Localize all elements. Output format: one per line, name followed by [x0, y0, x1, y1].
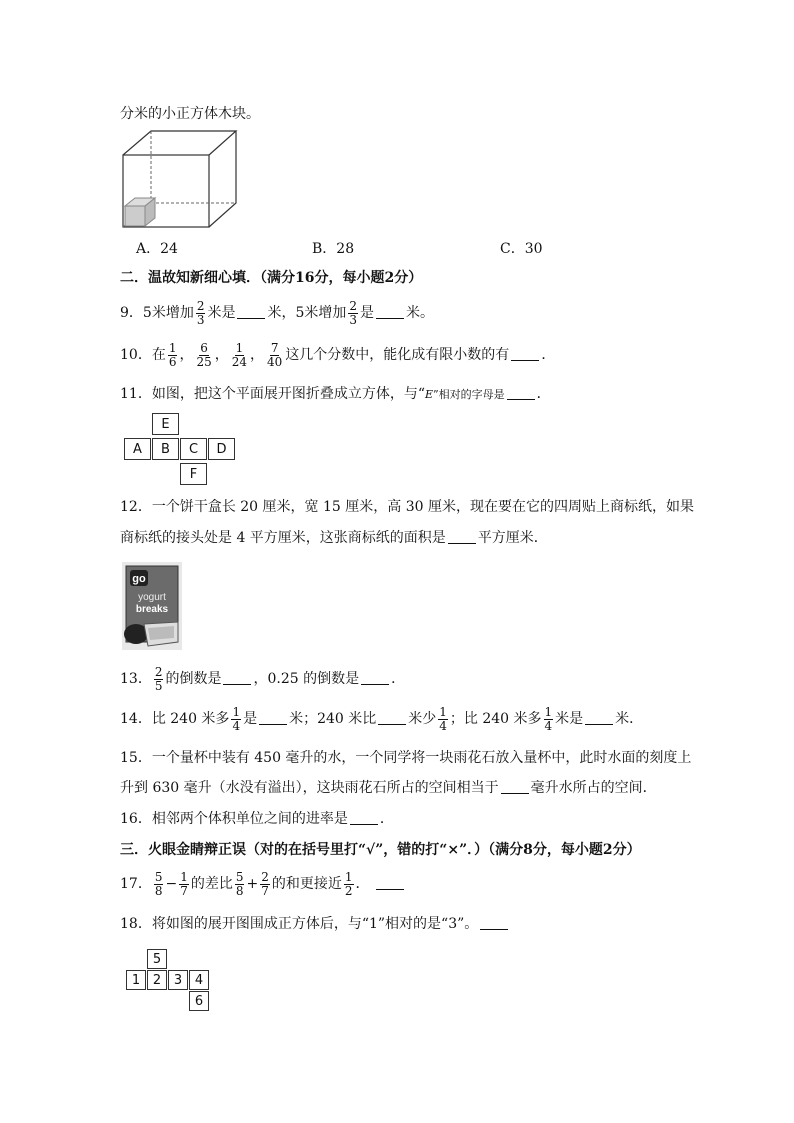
question-15-line-1: 15．一个量杯中装有 450 毫升的水，一个同学将一块雨花石放入量杯中，此时水面的刻度上	[120, 750, 692, 766]
net-cell: D	[208, 438, 235, 460]
box-line-2: breaks	[135, 604, 169, 615]
question-13: 13． $\frac{2}{5}$ 的倒数是 ，0.25 的倒数是 ．	[120, 664, 406, 693]
option-c: C．30	[500, 241, 543, 257]
question-12-line-1: 12．一个饼干盒长 20 厘米，宽 15 厘米，高 30 厘米，现在要在它的四周贴上商标纸，如果	[120, 499, 694, 515]
question-15-line-2: 升到 630 毫升（水没有溢出），这块雨花石所占的空间相当于 毫升水所占的空间．	[120, 780, 657, 796]
question-17: 17． $\frac{5}{8}$ − $\frac{1}{7}$ 的差比 $\frac{5}{8}$ + $\frac{2}{7}$ 的和更接近 $\frac{1}{2}$ ．	[120, 868, 406, 900]
question-12-line-2: 商标纸的接头处是 4 平方厘米，这张商标纸的面积是 平方厘米．	[120, 530, 548, 546]
cube-figure	[118, 128, 240, 232]
net-cell: E	[152, 413, 179, 435]
net-cell: A	[124, 438, 151, 460]
box-brand: go	[132, 573, 146, 585]
box-line-1: yogurt	[138, 592, 166, 603]
net-cell: 2	[147, 970, 167, 990]
question-16: 16．相邻两个体积单位之间的进率是 ．	[120, 811, 394, 827]
net-cell: 5	[147, 949, 167, 969]
question-14: 14．比 240 米多 $\frac{1}{4}$ 是 米；240 米比 米少 $\frac{1}{4}$ ；比 240 米多 $\frac{1}{4}$ 米是 米．	[120, 704, 644, 733]
net-cell: C	[180, 438, 207, 460]
biscuit-box-image	[122, 562, 182, 650]
question-18: 18．将如图的展开图围成正方体后，与“1”相对的是“3”。	[120, 914, 510, 934]
option-a: A．24	[136, 241, 178, 257]
continued-text: 分米的小正方体木块。	[120, 106, 260, 122]
question-9: 9．5米增加 $\frac{2}{3}$ 米是 米，5米增加 $\frac{2}{3}$ 是 米。	[120, 298, 435, 327]
question-11: 11．如图，把这个平面展开图折叠成立方体，与“E”相对的字母是 ．	[120, 386, 551, 402]
net-cell: 3	[168, 970, 188, 990]
option-b: B．28	[312, 241, 355, 257]
net-cell: 6	[189, 991, 209, 1011]
section-3-heading: 三．火眼金睛辩正误（对的在括号里打“√”，错的打“×”．）（满分8分，每小题2分）	[120, 842, 641, 858]
net-cell: 4	[189, 970, 209, 990]
net-cell: F	[180, 463, 207, 485]
question-10: 10．在 $\frac{1}{6}$ ， $\frac{6}{25}$ ， $\frac{1}{24}$ ， $\frac{7}{40}$ 这几个分数中，能化成有限小数的有 ．	[120, 340, 556, 369]
net-cell: B	[152, 438, 179, 460]
net-cell: 1	[126, 970, 146, 990]
section-2-heading: 二．温故知新细心填．（满分16分，每小题2分）	[120, 270, 423, 286]
